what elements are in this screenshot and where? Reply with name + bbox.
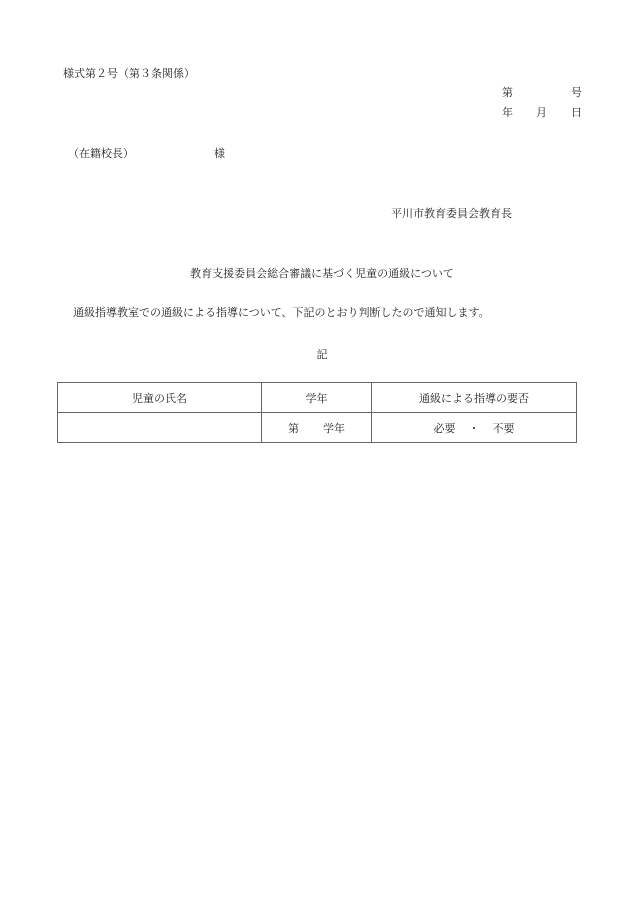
option-separator: ・ [468,421,480,435]
cell-grade[interactable] [262,413,372,443]
grade-suffix: 学年 [323,421,345,435]
option-no-need[interactable]: 不要 [492,421,515,435]
header-need: 通級による指導の要否 [372,383,577,413]
date-month: 月 [536,106,547,119]
header-grade: 学年 [262,383,372,413]
table-row [58,413,577,443]
option-need[interactable]: 必要 [433,421,456,435]
document-title: 教育支援委員会総合審議に基づく児童の通級について [190,267,454,280]
header-student-name: 児童の氏名 [58,383,262,413]
date-day: 日 [571,106,582,119]
table-header-row [58,383,577,413]
date-year: 年 [502,106,513,119]
issuer: 平川市教育委員会教育長 [391,207,512,220]
form-number: 様式第２号（第３条関係） [63,67,195,80]
result-table [57,382,577,443]
ref-number-suffix: 号 [571,86,582,99]
honorific: 様 [214,147,225,160]
cell-need[interactable] [372,413,577,443]
addressee: （在籍校長） [68,147,134,160]
cell-student-name[interactable] [58,413,262,443]
body-text: 通級指導教室での通級による指導について、下記のとおり判断したので通知します。 [73,306,490,319]
ref-number-prefix: 第 [502,86,513,99]
ki-heading: 記 [316,348,328,361]
grade-prefix: 第 [288,421,299,435]
